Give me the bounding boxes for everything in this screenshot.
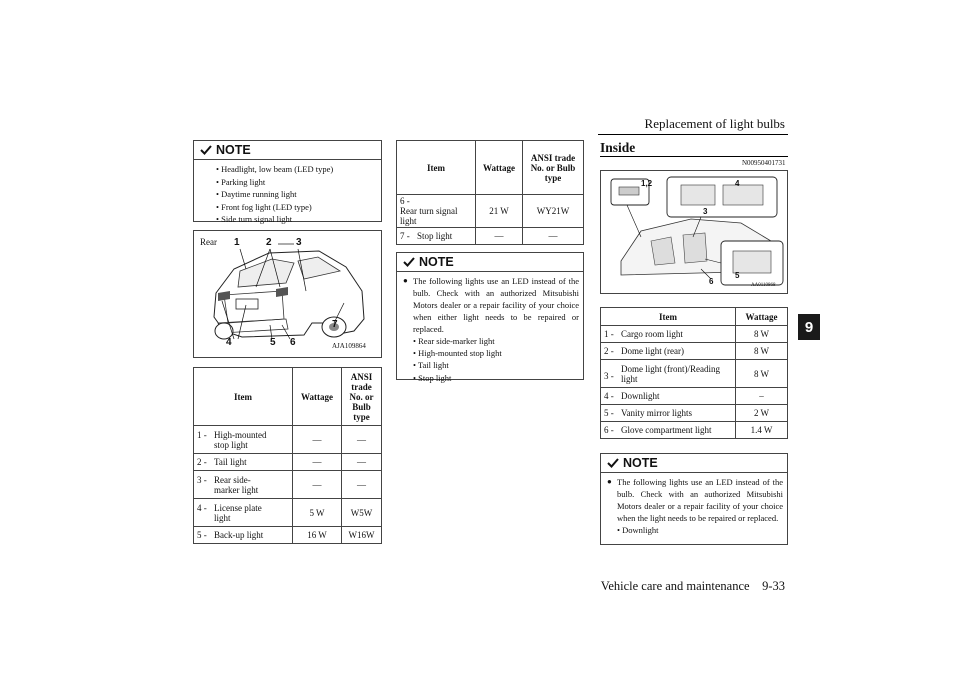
note-list-item: • Rear side-marker light [413,336,495,346]
table-row [601,343,788,360]
note-list-item: • Tail light [413,360,449,371]
table-row [601,388,788,405]
callout-4: 4 [735,179,740,188]
table-row [601,405,788,422]
callout-4: 4 [226,337,232,348]
callout-5: 5 [735,271,740,280]
note-heading [601,454,787,470]
row-ansi: — [342,471,382,499]
row-item: Cargo room light [621,329,683,339]
note-paragraph [601,476,787,524]
table-row [194,527,382,544]
row-item: Tail light [214,457,247,467]
row-wattage: — [293,454,342,471]
rear-bulb-table-continued [396,140,584,245]
row-number: 2 - [197,457,207,467]
page-header-title: Replacement of light bulbs [644,116,785,131]
row-wattage: – [736,388,788,405]
note-text: The following lights use an LED instead of the bulb. Check with an authorized Mitsubishi Motors dealer or a repair facility of your choice when either light needs to be repaired or replaced. [413,276,579,334]
table-row [194,426,382,454]
row-wattage: — [293,426,342,454]
row-wattage: — [293,471,342,499]
callout-3: 3 [703,207,708,216]
col-header-wattage: Wattage [293,368,342,426]
row-item: High-mounted stop light [214,429,267,450]
note-text: The following lights use an LED instead of the bulb. Check with an authorized Mitsubishi Motors dealer or a repair facility of your choice when the light needs to be repaired or replaced. [617,477,783,523]
col-header-ansi: ANSI trade No. or Bulb type [523,141,584,195]
row-wattage: 2 W [736,405,788,422]
rear-car-illustration [194,231,381,357]
inside-bulb-table [600,307,788,439]
note-list-item: • High-mounted stop light [413,348,502,359]
rear-lights-diagram [193,230,382,358]
check-mark-icon [200,145,212,155]
row-number: 7 - [400,231,410,241]
table-row [601,326,788,343]
row-wattage: — [476,228,523,245]
footer-section: Vehicle care and maintenance [600,579,750,593]
row-number: 4 - [604,391,614,401]
row-number: 4 - [197,502,207,513]
row-item: Glove compartment light [621,425,712,435]
row-wattage: 8 W [736,360,788,388]
note-list-item: • Downlight [617,525,659,535]
interior-illustration [601,171,787,293]
row-ansi: — [342,426,382,454]
footer-page-number: 9-33 [762,579,785,593]
table-row [397,195,584,228]
row-wattage: 16 W [293,527,342,544]
row-ansi: W5W [342,499,382,527]
note-list-item: • Front fog light (LED type) [216,201,312,212]
row-item: Dome light (front)/Reading light [621,363,720,384]
row-number: 5 - [604,408,614,418]
row-number: 3 - [197,474,207,485]
col-header-wattage: Wattage [476,141,523,195]
note-list [194,160,381,226]
table-row [194,499,382,527]
note-list-item: • Stop light [413,372,452,383]
chapter-tab: 9 [798,314,820,340]
callout-3: 3 [296,237,302,248]
callout-5: 5 [270,337,276,348]
row-item: Back-up light [214,530,264,540]
page-footer [601,579,785,594]
row-item: Dome light (rear) [621,346,684,356]
header-rule [598,134,788,135]
note-heading [194,141,381,157]
note-list-item: • Parking light [216,176,266,187]
table-row [397,228,584,245]
col-header-item: Item [194,368,293,426]
note-box-led-inside [600,453,788,545]
check-mark-icon [403,257,415,267]
row-wattage: 8 W [736,343,788,360]
row-item: Rear turn signal light [400,206,458,226]
row-number: 1 - [604,329,614,339]
note-list-item: • Daytime running light [216,189,297,200]
row-wattage: 8 W [736,326,788,343]
callout-1: 1 [234,237,240,248]
col-header-ansi: ANSI trade No. or Bulb type [342,368,382,426]
col-header-item: Item [397,141,476,195]
row-wattage: 1.4 W [736,422,788,439]
diagram-code: AA0110868 [751,283,776,288]
inside-lights-diagram [600,170,788,294]
table-row [194,471,382,499]
row-number: 5 - [197,530,207,540]
row-ansi: WY21W [523,195,584,228]
table-row [601,360,788,388]
bullet-icon: ● [607,477,612,486]
row-wattage: 21 W [476,195,523,228]
note-label: NOTE [216,143,251,157]
note-list-item: • Headlight, low beam (LED type) [216,164,334,174]
row-item: Vanity mirror lights [621,408,692,418]
row-item: License plate light [214,502,262,523]
table-row [194,454,382,471]
callout-7: 7 [332,319,338,330]
callout-1-2: 1,2 [641,179,653,188]
note-label: NOTE [419,255,454,269]
note-box-exterior [193,140,382,225]
section-code: N00950401731 [742,159,786,167]
row-number: 2 - [604,346,614,356]
row-wattage: 5 W [293,499,342,527]
callout-2: 2 [266,237,272,248]
row-ansi: W16W [342,527,382,544]
table-row [601,422,788,439]
note-list-item: • Side turn signal light [216,214,293,225]
row-number: 1 - [197,429,207,440]
check-mark-icon [607,458,619,468]
col-header-item: Item [601,308,736,326]
row-item: Rear side-marker light [214,474,259,495]
row-ansi: — [523,228,584,245]
rear-bulb-table [193,367,382,544]
callout-6: 6 [290,337,296,348]
diagram-caption: Rear [200,237,217,247]
note-paragraph [397,275,583,335]
note-heading [397,253,583,269]
row-item: Stop light [417,231,453,241]
callout-6: 6 [709,277,714,286]
row-number: 6 - [400,196,410,206]
section-rule [600,156,788,157]
bullet-icon: ● [403,276,408,285]
section-title-inside: Inside [600,140,636,155]
col-header-wattage: Wattage [736,308,788,326]
row-ansi: — [342,454,382,471]
note-box-led-rear [396,252,584,383]
row-number: 3 - [604,370,614,381]
row-number: 6 - [604,425,614,435]
row-item: Downlight [621,391,660,401]
diagram-code: AJA109864 [332,342,366,350]
note-label: NOTE [623,456,658,470]
